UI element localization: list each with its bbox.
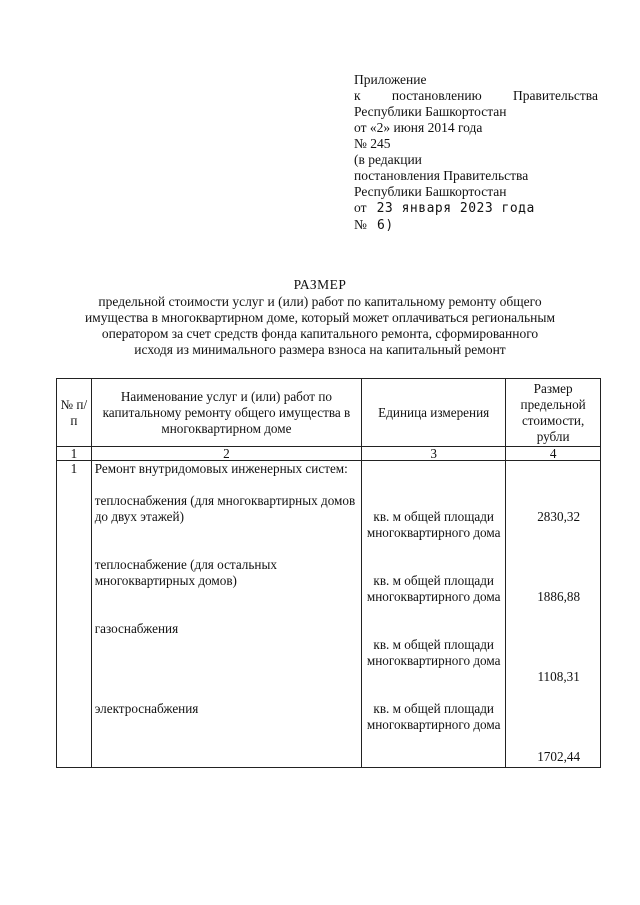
header-max-cost: Размер предельной стоимости, рубли [506, 379, 601, 447]
service-item-electric: электроснабжения [94, 701, 199, 716]
column-number-3: 3 [362, 447, 506, 461]
service-item-gas: газоснабжения [94, 621, 179, 636]
document-heading [40, 277, 600, 358]
appendix-edition-number [354, 217, 604, 234]
header-unit: Единица измерения [362, 379, 506, 447]
unit-item-heating-other: кв. м общей площади многоквартирного дома [366, 573, 501, 604]
unit-item-electric: кв. м общей площади многоквартирного дома [366, 701, 501, 732]
row-number: 1 [57, 461, 92, 768]
cost-table [56, 378, 601, 768]
column-numbers-row [57, 447, 601, 461]
service-item-heating-low: теплоснабжения (для многоквартирных домов до двух этажей) [94, 493, 356, 524]
table-header-row [57, 379, 601, 447]
header-number: № п/п [57, 379, 92, 447]
appendix-title: Приложение [354, 72, 427, 87]
section-content [91, 461, 361, 768]
price-item-gas: 1108,31 [537, 669, 580, 684]
price-item-heating-other: 1886,88 [537, 589, 581, 604]
unit-item-gas: кв. м общей площади многоквартирного дома [366, 637, 501, 668]
price-item-electric: 1702,44 [537, 749, 581, 764]
column-number-2: 2 [91, 447, 361, 461]
appendix-edition-number-prefix: № [354, 217, 367, 232]
document-subtitle-line-3: оператором за счет средств фонда капитального ремонта, сформированного [101, 326, 539, 341]
appendix-edition-resolution: постановления Правительства [354, 168, 529, 183]
unit-item-heating-low: кв. м общей площади многоквартирного дома [366, 509, 501, 540]
column-number-1: 1 [57, 447, 92, 461]
appendix-edition-date-value: 23 января 2023 года [376, 201, 535, 216]
column-number-4: 4 [506, 447, 601, 461]
document-subtitle-line-1: предельной стоимости услуг и (или) работ по капитальному ремонту общего [98, 294, 542, 309]
price-column [506, 461, 601, 768]
section-title: Ремонт внутридомовых инженерных систем: [94, 461, 348, 476]
appendix-edition: (в редакции [354, 152, 422, 167]
appendix-line-reference [354, 88, 598, 104]
table-row [57, 461, 601, 768]
appendix-edition-date [354, 200, 604, 217]
appendix-block [354, 72, 604, 234]
appendix-edition-republic: Республики Башкортостан [354, 184, 507, 199]
document-subtitle-line-4: исходя из минимального размера взноса на капитальный ремонт [134, 342, 506, 357]
price-item-heating-low: 2830,32 [537, 509, 581, 524]
header-service-name: Наименование услуг и (или) работ по капитальному ремонту общего имущества в многоквартирном доме [91, 379, 361, 447]
appendix-edition-number-value: 6) [377, 218, 394, 233]
unit-column [362, 461, 506, 768]
appendix-word-k: к [354, 88, 361, 103]
appendix-number: № 245 [354, 136, 391, 151]
service-item-heating-other: теплоснабжение (для остальных многоквартирных домов) [94, 557, 277, 588]
appendix-republic: Республики Башкортостан [354, 104, 507, 119]
document-title: РАЗМЕР [293, 277, 347, 292]
appendix-word-government: Правительства [513, 88, 598, 103]
document-subtitle-line-2: имущества в многоквартирном доме, который может оплачиваться региональным [84, 310, 556, 325]
appendix-date: от «2» июня 2014 года [354, 120, 483, 135]
appendix-edition-date-prefix: от [354, 200, 367, 215]
appendix-word-resolution: постановлению [391, 88, 482, 103]
